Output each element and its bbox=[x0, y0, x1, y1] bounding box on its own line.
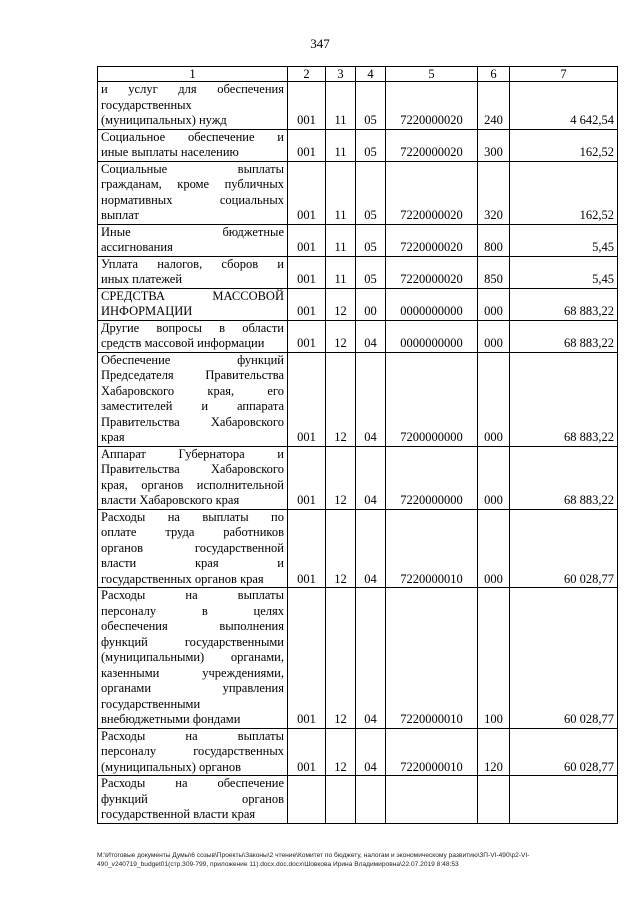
row-expense-type-code: 000 bbox=[478, 509, 510, 588]
row-name-line: СРЕДСТВА МАССОВОЙ bbox=[101, 288, 284, 303]
row-subsection-code: 05 bbox=[356, 256, 386, 288]
row-section-code: 12 bbox=[326, 588, 356, 729]
row-section-code: 12 bbox=[326, 728, 356, 776]
row-name-line: средств массовой информации bbox=[101, 336, 265, 350]
row-target-article-code: 7220000020 bbox=[386, 161, 478, 224]
row-name-line: обеспечения выполнения bbox=[101, 619, 284, 633]
row-amount: 68 883,22 bbox=[510, 352, 618, 446]
row-ministry-code: 001 bbox=[288, 728, 326, 776]
row-name-line: заместителей и аппарата bbox=[101, 399, 284, 413]
row-expense-type-code: 000 bbox=[478, 288, 510, 320]
row-name-cell bbox=[98, 161, 288, 224]
header-cell: 5 bbox=[386, 67, 478, 82]
row-name-line: государственной власти края bbox=[101, 807, 256, 821]
row-subsection-code: 04 bbox=[356, 588, 386, 729]
row-expense-type-code: 000 bbox=[478, 352, 510, 446]
row-target-article-code: 7200000000 bbox=[386, 352, 478, 446]
row-ministry-code: 001 bbox=[288, 82, 326, 130]
header-cell: 6 bbox=[478, 67, 510, 82]
row-name-cell bbox=[98, 82, 288, 130]
row-name-line: края bbox=[101, 430, 125, 444]
row-ministry-code: 001 bbox=[288, 129, 326, 161]
row-subsection-code: 05 bbox=[356, 129, 386, 161]
row-ministry-code: 001 bbox=[288, 288, 326, 320]
row-expense-type-code: 850 bbox=[478, 256, 510, 288]
row-subsection-code: 04 bbox=[356, 728, 386, 776]
row-name-line: органами управления bbox=[101, 681, 284, 695]
row-name-cell bbox=[98, 728, 288, 776]
row-expense-type-code bbox=[478, 776, 510, 824]
row-name-line: ИНФОРМАЦИИ bbox=[101, 304, 193, 318]
table-row bbox=[98, 352, 618, 446]
row-subsection-code: 04 bbox=[356, 352, 386, 446]
row-name-line: Социальные выплаты bbox=[101, 161, 284, 176]
table-row bbox=[98, 224, 618, 256]
row-amount: 60 028,77 bbox=[510, 588, 618, 729]
row-target-article-code: 7220000010 bbox=[386, 728, 478, 776]
header-cell: 4 bbox=[356, 67, 386, 82]
row-name-line: казенными учреждениями, bbox=[101, 665, 284, 680]
table-row bbox=[98, 129, 618, 161]
row-name-line: государственных органов края bbox=[101, 571, 264, 586]
row-section-code: 12 bbox=[326, 509, 356, 588]
row-target-article-code: 7220000020 bbox=[386, 224, 478, 256]
row-amount: 162,52 bbox=[510, 161, 618, 224]
row-expense-type-code: 320 bbox=[478, 161, 510, 224]
row-section-code: 12 bbox=[326, 320, 356, 352]
row-amount: 68 883,22 bbox=[510, 446, 618, 509]
row-subsection-code: 05 bbox=[356, 82, 386, 130]
row-amount: 60 028,77 bbox=[510, 509, 618, 588]
row-name-line: (муниципальных) нужд bbox=[101, 113, 227, 127]
row-target-article-code: 7220000020 bbox=[386, 82, 478, 130]
header-cell: 1 bbox=[98, 67, 288, 82]
row-subsection-code: 05 bbox=[356, 224, 386, 256]
row-amount bbox=[510, 776, 618, 824]
table-row bbox=[98, 320, 618, 352]
row-ministry-code: 001 bbox=[288, 446, 326, 509]
row-name-line: (муниципальными) органами, bbox=[101, 650, 284, 664]
row-target-article-code: 7220000010 bbox=[386, 509, 478, 588]
row-subsection-code: 04 bbox=[356, 509, 386, 588]
row-name-cell bbox=[98, 288, 288, 320]
budget-table bbox=[97, 66, 618, 824]
row-name-line: Расходы на выплаты bbox=[101, 728, 284, 743]
row-name-line: государственных bbox=[101, 97, 192, 112]
row-subsection-code: 04 bbox=[356, 446, 386, 509]
row-target-article-code bbox=[386, 776, 478, 824]
table-row bbox=[98, 161, 618, 224]
header-cell: 2 bbox=[288, 67, 326, 82]
table-row bbox=[98, 776, 618, 824]
row-name-line: иные выплаты населению bbox=[101, 145, 239, 159]
row-expense-type-code: 000 bbox=[478, 446, 510, 509]
row-target-article-code: 7220000000 bbox=[386, 446, 478, 509]
row-target-article-code: 0000000000 bbox=[386, 320, 478, 352]
row-name-line: Хабаровского края, его bbox=[101, 383, 284, 398]
row-name-cell bbox=[98, 320, 288, 352]
row-name-line: внебюджетными фондами bbox=[101, 712, 241, 726]
row-name-cell bbox=[98, 509, 288, 588]
row-section-code bbox=[326, 776, 356, 824]
document-path-footer: M:\Итоговые документы Думы\6 созыв\Проекты\Законы\2 чтение\Комитет по бюджету, налогам и экономическому развитию\3П-VI-490\p2-VI-490_v240719_budget01(стр.309-799, приложение 11).docx.doc.docx\Шовкова Ирина Владимировна\22.07.2019 8:48:53 bbox=[97, 852, 530, 868]
row-name-line: Другие вопросы в области bbox=[101, 320, 284, 335]
row-section-code: 11 bbox=[326, 129, 356, 161]
row-name-cell bbox=[98, 256, 288, 288]
row-amount: 4 642,54 bbox=[510, 82, 618, 130]
row-ministry-code: 001 bbox=[288, 256, 326, 288]
row-name-line: Председателя Правительства bbox=[101, 368, 284, 382]
row-subsection-code: 05 bbox=[356, 161, 386, 224]
row-amount: 162,52 bbox=[510, 129, 618, 161]
row-expense-type-code: 000 bbox=[478, 320, 510, 352]
table-row bbox=[98, 588, 618, 729]
row-name-line: функций государственными bbox=[101, 634, 284, 649]
row-section-code: 12 bbox=[326, 352, 356, 446]
row-name-line: и услуг для обеспечения bbox=[101, 82, 284, 96]
row-name-line: Иные бюджетные bbox=[101, 224, 284, 239]
row-subsection-code bbox=[356, 776, 386, 824]
row-name-cell bbox=[98, 129, 288, 161]
row-name-line: органов государственной bbox=[101, 540, 284, 555]
row-name-line: персоналу государственных bbox=[101, 744, 284, 758]
row-name-line: власти края и bbox=[101, 556, 284, 570]
row-ministry-code: 001 bbox=[288, 161, 326, 224]
row-name-cell bbox=[98, 588, 288, 729]
row-target-article-code: 0000000000 bbox=[386, 288, 478, 320]
row-ministry-code: 001 bbox=[288, 352, 326, 446]
header-cell: 7 bbox=[510, 67, 618, 82]
row-ministry-code: 001 bbox=[288, 224, 326, 256]
row-name-line: Социальное обеспечение и bbox=[101, 129, 284, 144]
row-target-article-code: 7220000020 bbox=[386, 129, 478, 161]
row-name-line: Расходы на обеспечение bbox=[101, 776, 284, 790]
table-header-row bbox=[98, 67, 618, 82]
row-name-cell bbox=[98, 352, 288, 446]
row-subsection-code: 04 bbox=[356, 320, 386, 352]
row-ministry-code bbox=[288, 776, 326, 824]
row-name-line: Расходы на выплаты по bbox=[101, 509, 284, 524]
row-name-line: края, органов исполнительной bbox=[101, 477, 284, 492]
row-name-cell bbox=[98, 224, 288, 256]
row-name-line: иных платежей bbox=[101, 272, 183, 286]
table-row bbox=[98, 82, 618, 130]
row-name-line: функций органов bbox=[101, 791, 284, 806]
row-section-code: 12 bbox=[326, 288, 356, 320]
table-row bbox=[98, 509, 618, 588]
row-name-line: персоналу в целях bbox=[101, 603, 284, 618]
row-expense-type-code: 100 bbox=[478, 588, 510, 729]
row-name-line: гражданам, кроме публичных bbox=[101, 177, 284, 191]
row-expense-type-code: 300 bbox=[478, 129, 510, 161]
row-expense-type-code: 800 bbox=[478, 224, 510, 256]
header-cell: 3 bbox=[326, 67, 356, 82]
row-name-line: нормативных социальных bbox=[101, 192, 284, 207]
row-name-line: выплат bbox=[101, 208, 139, 222]
row-section-code: 11 bbox=[326, 256, 356, 288]
row-name-line: ассигнования bbox=[101, 240, 173, 254]
page-number: 347 bbox=[310, 36, 330, 51]
row-ministry-code: 001 bbox=[288, 320, 326, 352]
row-expense-type-code: 120 bbox=[478, 728, 510, 776]
row-name-line: Правительства Хабаровского bbox=[101, 414, 284, 429]
row-section-code: 11 bbox=[326, 82, 356, 130]
row-amount: 68 883,22 bbox=[510, 320, 618, 352]
table-row bbox=[98, 446, 618, 509]
row-name-line: государственными bbox=[101, 696, 201, 711]
row-name-line: Обеспечение функций bbox=[101, 352, 284, 367]
row-name-line: Аппарат Губернатора и bbox=[101, 446, 284, 461]
row-name-line: оплате труда работников bbox=[101, 525, 284, 539]
row-ministry-code: 001 bbox=[288, 588, 326, 729]
row-target-article-code: 7220000010 bbox=[386, 588, 478, 729]
row-name-line: Уплата налогов, сборов и bbox=[101, 256, 284, 271]
row-name-cell bbox=[98, 776, 288, 824]
row-name-line: Расходы на выплаты bbox=[101, 588, 284, 602]
row-amount: 60 028,77 bbox=[510, 728, 618, 776]
row-amount: 5,45 bbox=[510, 256, 618, 288]
table-row bbox=[98, 288, 618, 320]
row-section-code: 11 bbox=[326, 161, 356, 224]
row-section-code: 12 bbox=[326, 446, 356, 509]
row-amount: 68 883,22 bbox=[510, 288, 618, 320]
row-name-line: Правительства Хабаровского bbox=[101, 462, 284, 476]
row-name-line: власти Хабаровского края bbox=[101, 493, 240, 507]
row-name-line: (муниципальных) органов bbox=[101, 759, 242, 774]
row-subsection-code: 00 bbox=[356, 288, 386, 320]
row-section-code: 11 bbox=[326, 224, 356, 256]
row-target-article-code: 7220000020 bbox=[386, 256, 478, 288]
row-amount: 5,45 bbox=[510, 224, 618, 256]
table-row bbox=[98, 256, 618, 288]
table-row bbox=[98, 728, 618, 776]
row-expense-type-code: 240 bbox=[478, 82, 510, 130]
row-ministry-code: 001 bbox=[288, 509, 326, 588]
row-name-cell bbox=[98, 446, 288, 509]
